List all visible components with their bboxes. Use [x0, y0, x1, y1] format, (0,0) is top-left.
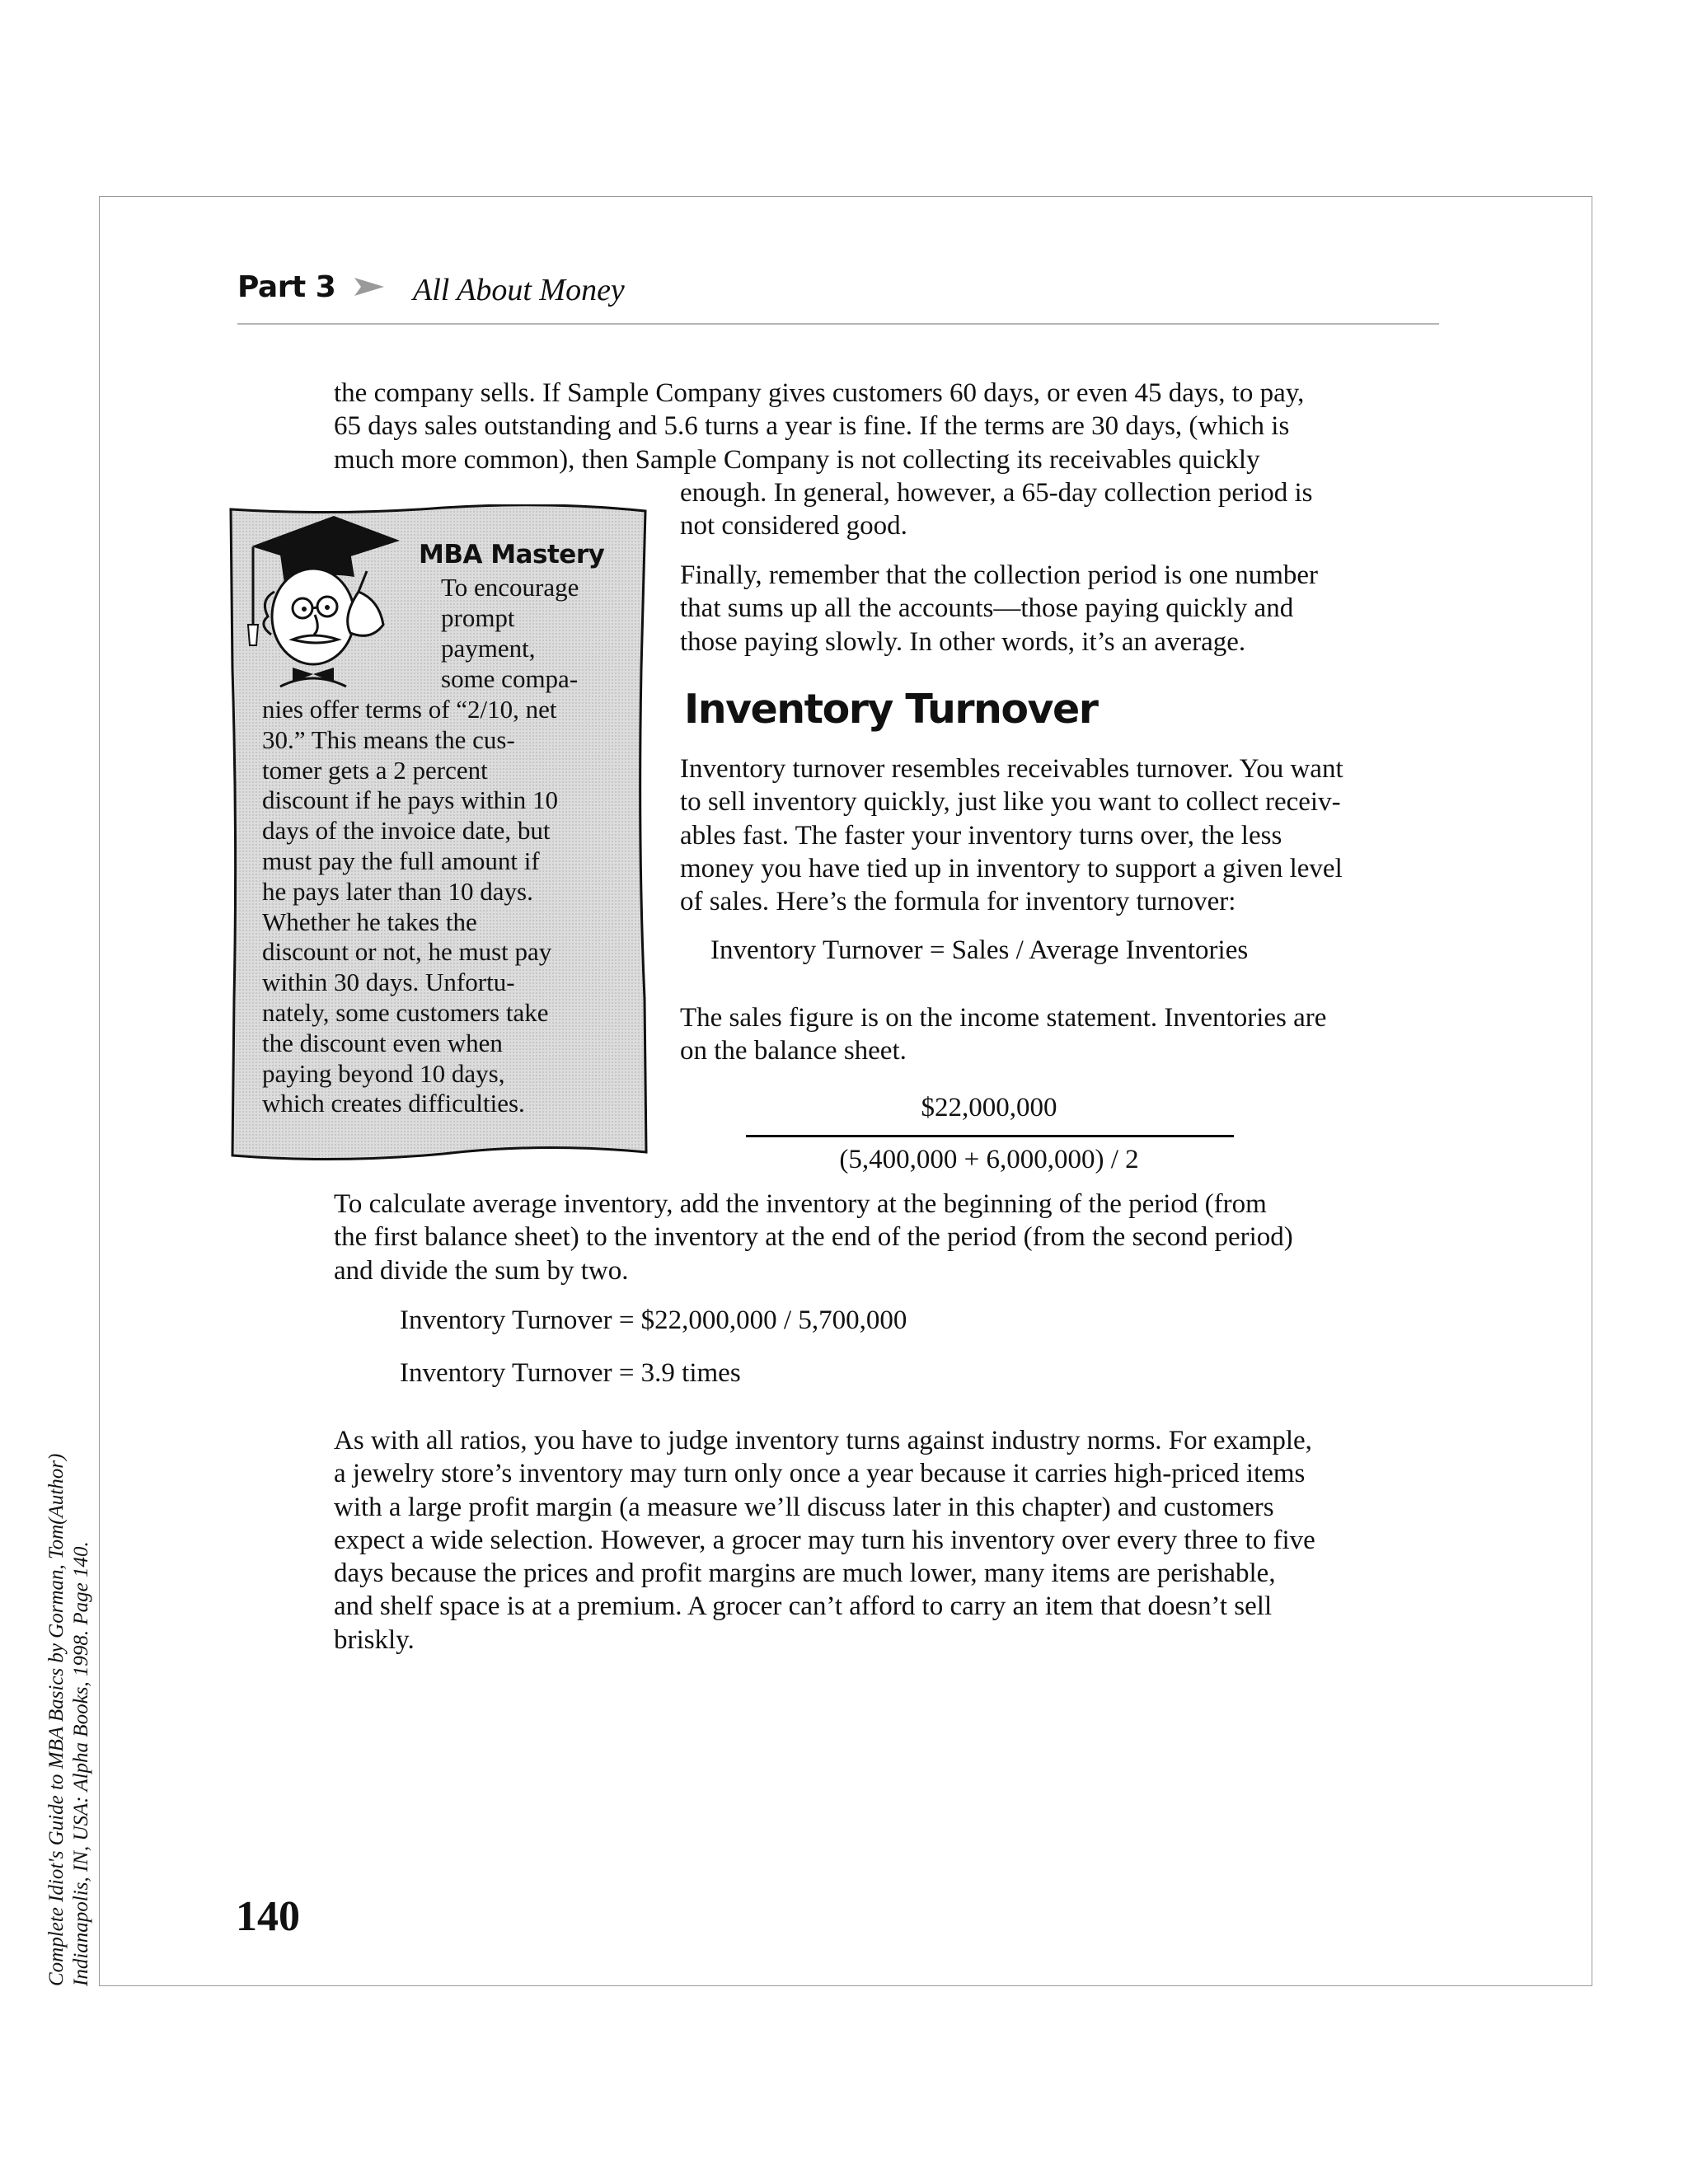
- text-line: 65 days sales outstanding and 5.6 turns a year is fine. If the terms are 30 days, (which is: [334, 411, 1290, 442]
- sidebar-line: Whether he takes the: [262, 907, 477, 936]
- page-number: 140: [236, 1893, 300, 1940]
- text-line: with a large profit margin (a measure we’ll discuss later in this chapter) and customers: [334, 1492, 1274, 1522]
- text-line: expect a wide selection. However, a grocer may turn his inventory over every three to five: [334, 1525, 1315, 1555]
- credit-line: Indianapolis, IN, USA: Alpha Books, 1998. Page 140.: [70, 1541, 92, 1986]
- sidebar-line: some compa-: [441, 664, 579, 693]
- sidebar-line: paying beyond 10 days,: [262, 1058, 505, 1088]
- text-line: and divide the sum by two.: [334, 1255, 629, 1286]
- text-line: those paying slowly. In other words, it’s an average.: [680, 626, 1246, 657]
- sidebar-line: prompt: [441, 603, 515, 632]
- arrow-icon: [353, 275, 386, 298]
- text-line: to sell inventory quickly, just like you want to collect receiv-: [680, 787, 1341, 818]
- sidebar-line: 30.” This means the cus-: [262, 724, 515, 754]
- text-line: enough. In general, however, a 65-day collection period is: [680, 478, 1313, 508]
- text-line: Inventory turnover resembles receivables turnover. You want: [680, 754, 1343, 784]
- sidebar-line: tomer gets a 2 percent: [262, 755, 488, 785]
- fraction-bar: [746, 1135, 1234, 1137]
- text-line: ables fast. The faster your inventory turns over, the less: [680, 820, 1282, 851]
- paragraph: [680, 559, 1318, 658]
- source-credit: [45, 1327, 94, 1986]
- sidebar-line: payment,: [441, 634, 536, 663]
- text-line: briskly.: [334, 1624, 415, 1655]
- paragraph: [334, 1188, 1293, 1287]
- sidebar-line: discount if he pays within 10: [262, 785, 559, 815]
- formula: Inventory Turnover = $22,000,000 / 5,700,000: [400, 1305, 907, 1335]
- formula: Inventory Turnover = Sales / Average Inventories: [710, 935, 1249, 965]
- text-line: much more common), then Sample Company is not collecting its receivables quickly: [334, 444, 1260, 475]
- paragraph: [680, 1001, 1326, 1068]
- sidebar-line: discount or not, he must pay: [262, 937, 552, 967]
- text-line: the company sells. If Sample Company gives customers 60 days, or even 45 days, to pay,: [334, 378, 1305, 408]
- fraction-denominator: (5,400,000 + 6,000,000) / 2: [839, 1145, 1139, 1174]
- intro-paragraph: [334, 377, 1304, 476]
- sidebar-line: nately, some customers take: [262, 997, 549, 1027]
- formula: Inventory Turnover = 3.9 times: [400, 1358, 741, 1388]
- sidebar-line: he pays later than 10 days.: [262, 876, 533, 906]
- fraction-numerator: $22,000,000: [921, 1093, 1057, 1122]
- text-line: To calculate average inventory, add the inventory at the beginning of the period (from: [334, 1189, 1267, 1219]
- section-title: All About Money: [413, 273, 625, 307]
- part-label: Part 3: [237, 270, 336, 304]
- sidebar-body: [262, 695, 558, 1119]
- text-line: of sales. Here’s the formula for inventory turnover:: [680, 887, 1236, 917]
- credit-line: Complete Idiot's Guide to MBA Basics by Gorman, Tom(Author): [45, 1453, 68, 1986]
- text-line: that sums up all the accounts—those paying quickly and: [680, 593, 1294, 624]
- sidebar-line: the discount even when: [262, 1028, 503, 1057]
- text-line: on the balance sheet.: [680, 1036, 907, 1066]
- text-line: not considered good.: [680, 511, 907, 541]
- text-line: days because the prices and profit margins are much lower, many items are perishable,: [334, 1558, 1276, 1589]
- text-line: the first balance sheet) to the inventory at the end of the period (from the second period): [334, 1222, 1293, 1253]
- text-line: As with all ratios, you have to judge inventory turns against industry norms. For example,: [334, 1426, 1312, 1455]
- sidebar-line: within 30 days. Unfortu-: [262, 968, 515, 997]
- paragraph: [334, 1424, 1315, 1657]
- text-line: a jewelry store’s inventory may turn only once a year because it carries high-priced items: [334, 1459, 1306, 1489]
- paragraph: [680, 476, 1313, 543]
- text-line: The sales figure is on the income statement. Inventories are: [680, 1003, 1327, 1033]
- sidebar-title: MBA Mastery: [419, 540, 605, 569]
- text-line: Finally, remember that the collection period is one number: [680, 560, 1319, 590]
- sidebar-line: nies offer terms of “2/10, net: [262, 695, 557, 724]
- running-header: [237, 265, 1439, 325]
- sidebar-line: which creates difficulties.: [262, 1089, 525, 1118]
- text-line: and shelf space is at a premium. A grocer can’t afford to carry an item that doesn’t sell: [334, 1591, 1273, 1622]
- sidebar-line: days of the invoice date, but: [262, 816, 551, 846]
- sidebar-line: To encourage: [441, 573, 579, 602]
- sidebar-line: must pay the full amount if: [262, 846, 540, 875]
- paragraph: [680, 752, 1343, 918]
- professor-mascot-icon: [235, 509, 433, 699]
- text-line: money you have tied up in inventory to support a given level: [680, 853, 1343, 883]
- section-heading: Inventory Turnover: [684, 686, 1098, 733]
